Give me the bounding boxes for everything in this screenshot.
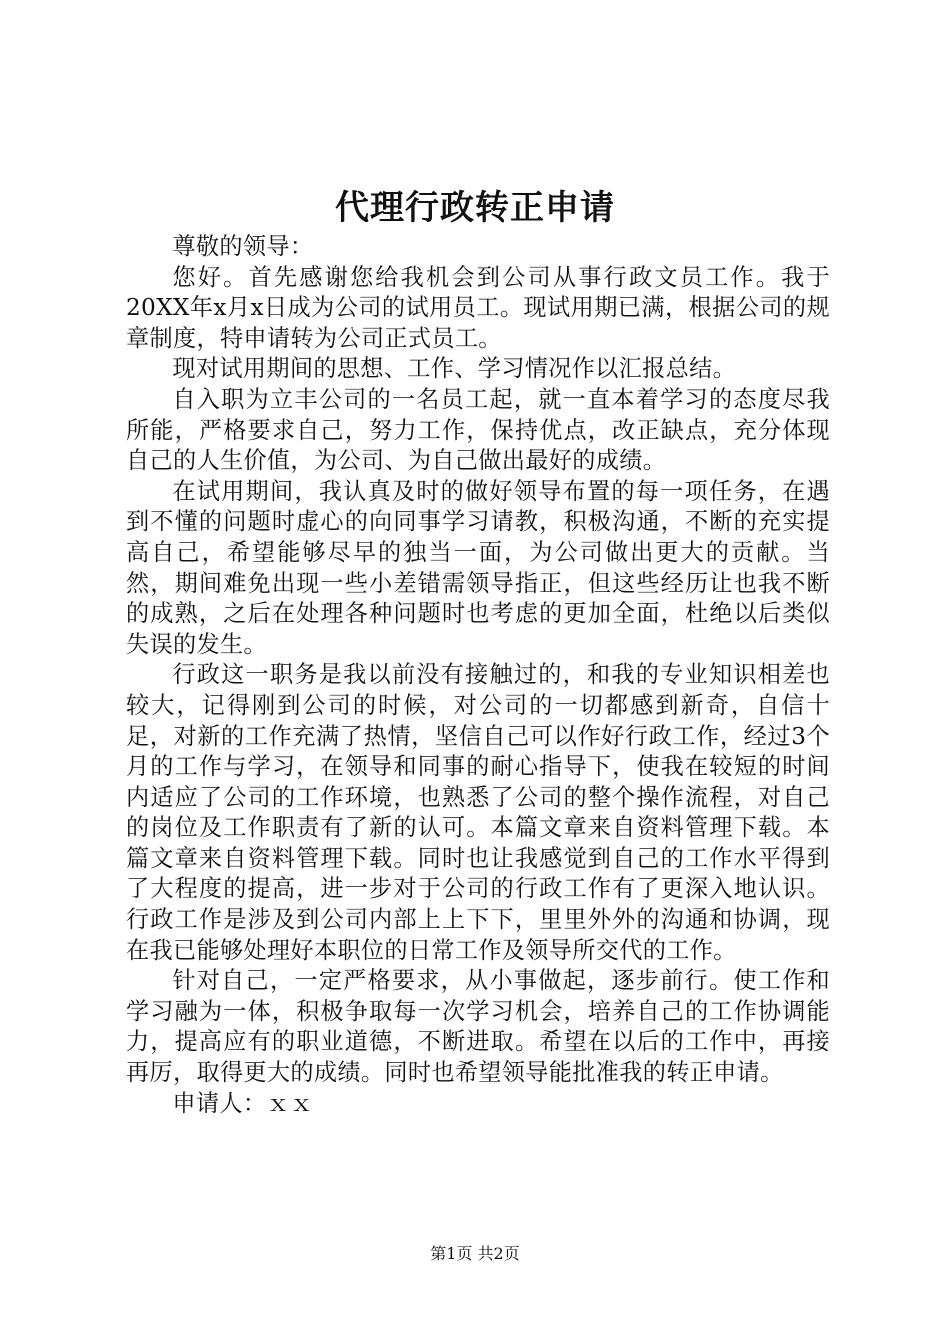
paragraph-greeting: 您好。首先感谢您给我机会到公司从事行政文员工作。我于20XX年x月x日成为公司的试用员工。现试用期已满，根据公司的规章制度，特申请转为公司正式员工。 — [126, 263, 830, 352]
salutation: 尊敬的领导： — [172, 233, 314, 260]
paragraph-probation-work: 在试用期间，我认真及时的做好领导布置的每一项任务，在遇到不懂的问题时虚心的向同事学习请教，积极沟通，不断的充实提高自己，希望能够尽早的独当一面，为公司做出更大的贡献。当然，期间难免出现一些小差错需领导指正，但这些经历让也我不断的成熟，之后在处理各种问题时也考虑的更加全面，杜绝以后类似失误的发生。 — [126, 477, 830, 658]
paragraph-attitude: 自入职为立丰公司的一名员工起，就一直本着学习的态度尽我所能，严格要求自己，努力工作，保持优点，改正缺点，充分体现自己的人生价值，为公司、为自己做出最好的成绩。 — [126, 385, 830, 475]
paragraph-closing: 针对自己，一定严格要求，从小事做起，逐步前行。使工作和学习融为一体，积极争取每一次学习机会，培养自己的工作协调能力，提高应有的职业道德，不断进取。希望在以后的工作中，再接再厉，取得更大的成绩。同时也希望领导能批准我的转正申请。 — [126, 967, 830, 1087]
page-indicator: 第1页 共2页 — [430, 1244, 520, 1263]
document-title: 代理行政转正申请 — [335, 188, 615, 228]
document-body — [126, 232, 830, 1119]
paragraph-admin-experience: 行政这一职务是我以前没有接触过的，和我的专业知识相差也较大，记得刚到公司的时候，对公司的一切都感到新奇，自信十足，对新的工作充满了热情，坚信自己可以作好行政工作，经过3个月的工作与学习，在领导和同事的耐心指导下，使我在较短的时间内适应了公司的工作环境，也熟悉了公司的整个操作流程，对自己的岗位及工作职责有了新的认可。本篇文章来自资料管理下载。本篇文章来自资料管理下载。同时也让我感觉到自己的工作水平得到了大程度的提高，进一步对于公司的行政工作有了更深入地认识。行政工作是涉及到公司内部上上下下，里里外外的沟通和协调，现在我已能够处理好本职位的日常工作及领导所交代的工作。 — [126, 661, 830, 964]
paragraph-report-intro: 现对试用期间的思想、工作、学习情况作以汇报总结。 — [172, 355, 737, 383]
applicant-signature: 申请人：ｘｘ — [172, 1089, 314, 1117]
